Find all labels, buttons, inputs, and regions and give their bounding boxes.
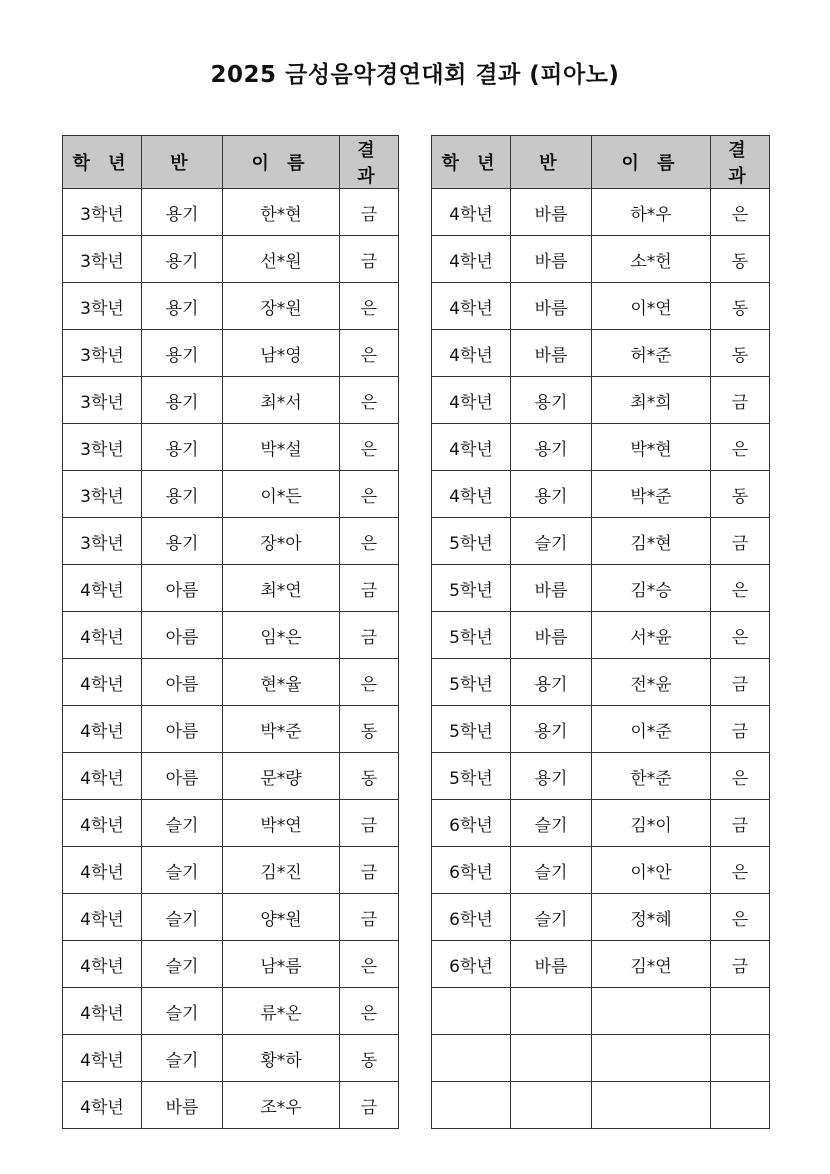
class-cell: 용기 [142, 424, 223, 471]
header-result: 결 과 [711, 136, 770, 189]
class-cell: 바름 [511, 612, 592, 659]
name-cell: 장*원 [223, 283, 340, 330]
header-class: 반 [142, 136, 223, 189]
name-cell: 김*이 [592, 800, 711, 847]
result-cell: 동 [340, 1035, 399, 1082]
class-cell: 용기 [511, 753, 592, 800]
class-cell: 바름 [511, 236, 592, 283]
grade-cell: 4학년 [432, 424, 511, 471]
result-cell: 동 [711, 471, 770, 518]
name-cell: 박*연 [223, 800, 340, 847]
table-row [432, 941, 770, 988]
grade-cell: 4학년 [63, 753, 142, 800]
result-cell: 은 [340, 377, 399, 424]
table-row [432, 847, 770, 894]
class-cell: 용기 [511, 377, 592, 424]
grade-cell: 4학년 [63, 847, 142, 894]
grade-cell: 6학년 [432, 847, 511, 894]
result-cell: 금 [340, 800, 399, 847]
grade-cell: 4학년 [432, 471, 511, 518]
grade-cell: 5학년 [432, 706, 511, 753]
grade-cell [432, 988, 511, 1035]
name-cell: 전*윤 [592, 659, 711, 706]
class-cell: 용기 [511, 706, 592, 753]
grade-cell: 6학년 [432, 800, 511, 847]
table-row [432, 988, 770, 1035]
result-cell: 은 [711, 565, 770, 612]
grade-cell: 3학년 [63, 189, 142, 236]
name-cell: 문*량 [223, 753, 340, 800]
class-cell: 아름 [142, 659, 223, 706]
grade-cell: 4학년 [432, 236, 511, 283]
table-row [432, 565, 770, 612]
grade-cell: 3학년 [63, 283, 142, 330]
grade-cell: 3학년 [63, 236, 142, 283]
class-cell: 용기 [142, 330, 223, 377]
grade-cell: 4학년 [432, 189, 511, 236]
grade-cell: 5학년 [432, 518, 511, 565]
grade-cell: 4학년 [63, 800, 142, 847]
class-cell: 용기 [142, 377, 223, 424]
class-cell: 슬기 [142, 941, 223, 988]
result-cell: 금 [340, 847, 399, 894]
result-cell: 금 [340, 1082, 399, 1129]
class-cell: 슬기 [511, 894, 592, 941]
class-cell [511, 1082, 592, 1129]
table-row [432, 189, 770, 236]
name-cell: 남*름 [223, 941, 340, 988]
page-title: 2025 금성음악경연대회 결과 (피아노) [210, 62, 620, 88]
grade-cell: 5학년 [432, 612, 511, 659]
table-row [63, 894, 399, 941]
name-cell: 선*원 [223, 236, 340, 283]
table-row [432, 283, 770, 330]
grade-cell: 4학년 [63, 894, 142, 941]
table-row [432, 330, 770, 377]
name-cell: 김*승 [592, 565, 711, 612]
header-class: 반 [511, 136, 592, 189]
class-cell: 슬기 [511, 800, 592, 847]
grade-cell: 6학년 [432, 941, 511, 988]
name-cell: 박*현 [592, 424, 711, 471]
table-row [63, 189, 399, 236]
name-cell: 박*설 [223, 424, 340, 471]
table-body-right [432, 189, 770, 1129]
header-result: 결 과 [340, 136, 399, 189]
name-cell: 현*율 [223, 659, 340, 706]
name-cell: 최*서 [223, 377, 340, 424]
class-cell: 용기 [142, 236, 223, 283]
grade-cell: 4학년 [432, 330, 511, 377]
table-row [63, 471, 399, 518]
result-cell: 동 [340, 706, 399, 753]
result-cell [711, 1082, 770, 1129]
grade-cell: 4학년 [63, 706, 142, 753]
table-row [432, 377, 770, 424]
name-cell: 장*아 [223, 518, 340, 565]
grade-cell: 5학년 [432, 659, 511, 706]
table-row [432, 1035, 770, 1082]
result-cell: 동 [340, 753, 399, 800]
result-cell: 은 [711, 753, 770, 800]
table-row [63, 941, 399, 988]
table-row [63, 424, 399, 471]
table-row [432, 706, 770, 753]
result-cell: 금 [711, 706, 770, 753]
result-cell: 은 [340, 941, 399, 988]
table-row [432, 659, 770, 706]
name-cell: 이*연 [592, 283, 711, 330]
class-cell: 슬기 [142, 894, 223, 941]
table-row [432, 612, 770, 659]
name-cell: 황*하 [223, 1035, 340, 1082]
result-cell: 은 [340, 424, 399, 471]
table-row [432, 753, 770, 800]
result-cell [711, 1035, 770, 1082]
grade-cell: 4학년 [63, 988, 142, 1035]
name-cell: 조*우 [223, 1082, 340, 1129]
result-cell: 동 [711, 283, 770, 330]
name-cell: 남*영 [223, 330, 340, 377]
header-name: 이 름 [223, 136, 340, 189]
class-cell: 용기 [511, 659, 592, 706]
name-cell: 소*헌 [592, 236, 711, 283]
class-cell: 바름 [511, 941, 592, 988]
header-row [63, 136, 399, 189]
class-cell: 슬기 [511, 847, 592, 894]
name-cell: 임*은 [223, 612, 340, 659]
table-row [63, 518, 399, 565]
class-cell: 바름 [511, 189, 592, 236]
class-cell: 용기 [142, 471, 223, 518]
grade-cell: 4학년 [432, 283, 511, 330]
table-row [63, 847, 399, 894]
table-row [432, 518, 770, 565]
grade-cell: 6학년 [432, 894, 511, 941]
name-cell: 박*준 [223, 706, 340, 753]
class-cell: 슬기 [142, 847, 223, 894]
table-row [432, 471, 770, 518]
class-cell: 아름 [142, 565, 223, 612]
result-cell: 금 [340, 612, 399, 659]
grade-cell: 4학년 [63, 659, 142, 706]
name-cell: 김*연 [592, 941, 711, 988]
class-cell: 슬기 [511, 518, 592, 565]
class-cell: 슬기 [142, 988, 223, 1035]
class-cell: 슬기 [142, 1035, 223, 1082]
grade-cell: 4학년 [63, 1082, 142, 1129]
table-row [63, 706, 399, 753]
result-cell: 동 [711, 236, 770, 283]
name-cell: 류*온 [223, 988, 340, 1035]
result-cell: 은 [711, 424, 770, 471]
class-cell: 용기 [142, 189, 223, 236]
table-row [63, 330, 399, 377]
grade-cell: 4학년 [432, 377, 511, 424]
grade-cell: 4학년 [63, 612, 142, 659]
table-row [63, 612, 399, 659]
table-row [63, 988, 399, 1035]
result-cell: 금 [711, 800, 770, 847]
class-cell: 바름 [511, 565, 592, 612]
class-cell: 바름 [511, 283, 592, 330]
name-cell: 서*윤 [592, 612, 711, 659]
table-row [432, 1082, 770, 1129]
result-cell: 금 [340, 565, 399, 612]
class-cell [511, 988, 592, 1035]
name-cell: 한*현 [223, 189, 340, 236]
name-cell: 허*준 [592, 330, 711, 377]
result-cell: 은 [711, 847, 770, 894]
header-row [432, 136, 770, 189]
result-cell: 금 [711, 518, 770, 565]
name-cell [592, 988, 711, 1035]
class-cell: 바름 [142, 1082, 223, 1129]
table-row [63, 659, 399, 706]
class-cell: 용기 [142, 518, 223, 565]
result-cell: 금 [340, 236, 399, 283]
result-cell: 금 [711, 659, 770, 706]
class-cell: 슬기 [142, 800, 223, 847]
name-cell: 이*안 [592, 847, 711, 894]
grade-cell: 4학년 [63, 941, 142, 988]
table-body-left [63, 189, 399, 1129]
results-table-left [62, 135, 399, 1129]
name-cell [592, 1082, 711, 1129]
result-cell: 은 [711, 894, 770, 941]
name-cell: 이*든 [223, 471, 340, 518]
result-cell: 은 [340, 283, 399, 330]
grade-cell: 4학년 [63, 565, 142, 612]
grade-cell [432, 1035, 511, 1082]
grade-cell: 5학년 [432, 565, 511, 612]
result-cell: 은 [340, 330, 399, 377]
name-cell: 박*준 [592, 471, 711, 518]
table-row [63, 753, 399, 800]
result-cell: 동 [711, 330, 770, 377]
name-cell: 한*준 [592, 753, 711, 800]
header-grade: 학 년 [63, 136, 142, 189]
class-cell: 용기 [511, 424, 592, 471]
grade-cell: 4학년 [63, 1035, 142, 1082]
name-cell: 이*준 [592, 706, 711, 753]
table-row [63, 1082, 399, 1129]
class-cell: 바름 [511, 330, 592, 377]
name-cell: 정*혜 [592, 894, 711, 941]
name-cell: 양*원 [223, 894, 340, 941]
table-row [432, 236, 770, 283]
grade-cell: 3학년 [63, 518, 142, 565]
result-cell: 은 [340, 659, 399, 706]
grade-cell: 3학년 [63, 377, 142, 424]
table-row [63, 283, 399, 330]
table-row [432, 800, 770, 847]
table-row [432, 894, 770, 941]
result-cell: 은 [340, 518, 399, 565]
results-table-right [431, 135, 770, 1129]
class-cell: 아름 [142, 612, 223, 659]
grade-cell [432, 1082, 511, 1129]
class-cell: 용기 [511, 471, 592, 518]
result-cell: 은 [711, 189, 770, 236]
result-cell: 은 [711, 612, 770, 659]
grade-cell: 3학년 [63, 471, 142, 518]
grade-cell: 5학년 [432, 753, 511, 800]
header-name: 이 름 [592, 136, 711, 189]
table-row [63, 236, 399, 283]
class-cell: 아름 [142, 706, 223, 753]
result-cell: 금 [340, 894, 399, 941]
table-row [63, 377, 399, 424]
header-grade: 학 년 [432, 136, 511, 189]
result-cell: 금 [340, 189, 399, 236]
name-cell: 최*연 [223, 565, 340, 612]
table-row [432, 424, 770, 471]
name-cell [592, 1035, 711, 1082]
table-row [63, 800, 399, 847]
result-cell: 금 [711, 377, 770, 424]
result-cell: 금 [711, 941, 770, 988]
grade-cell: 3학년 [63, 330, 142, 377]
table-row [63, 565, 399, 612]
result-cell: 은 [340, 471, 399, 518]
class-cell: 용기 [142, 283, 223, 330]
name-cell: 김*진 [223, 847, 340, 894]
table-row [63, 1035, 399, 1082]
name-cell: 최*희 [592, 377, 711, 424]
grade-cell: 3학년 [63, 424, 142, 471]
class-cell [511, 1035, 592, 1082]
name-cell: 하*우 [592, 189, 711, 236]
result-cell [711, 988, 770, 1035]
class-cell: 아름 [142, 753, 223, 800]
name-cell: 김*현 [592, 518, 711, 565]
result-cell: 은 [340, 988, 399, 1035]
